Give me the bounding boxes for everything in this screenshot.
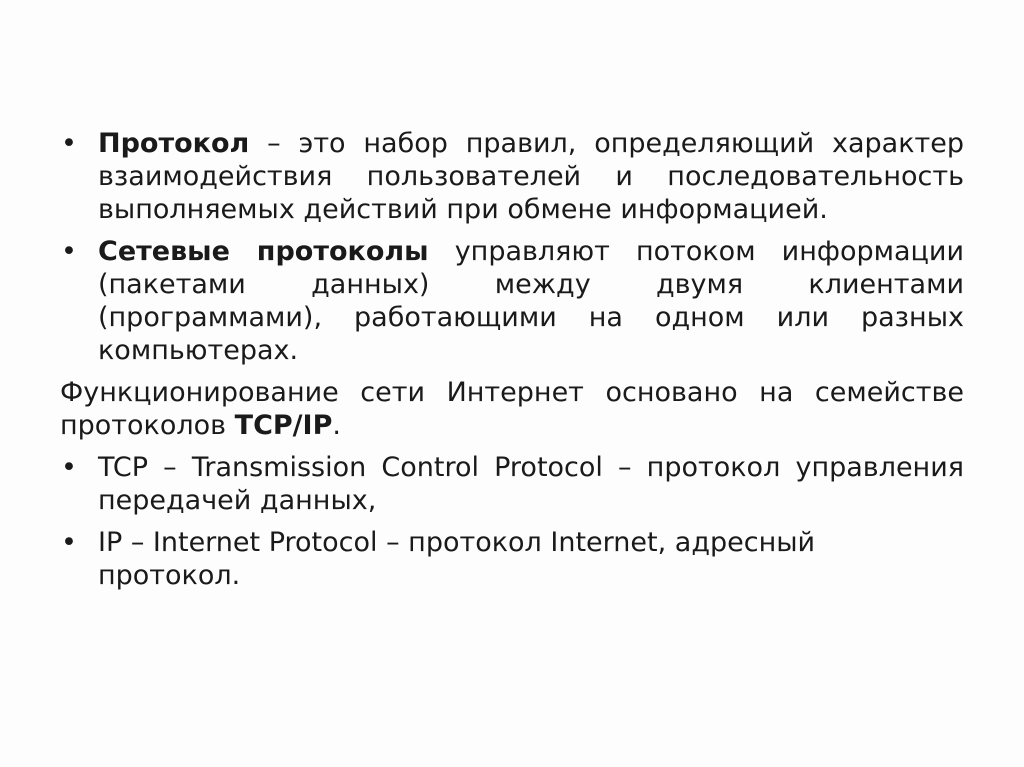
tcp-text: TCP – Transmission Control Protocol – протокол управления передачей данных, (98, 452, 964, 516)
bullet-ip (60, 526, 964, 592)
bullet-icon: • (61, 128, 77, 159)
internet-functioning-end: . (332, 410, 341, 441)
network-protocols-text: управляют потоком информации (пакетами данных) между двумя клиентами (программами), работающими на одном или разных компьютерах. (98, 236, 964, 366)
protocol-definition-text: – это набор правил, определяющий характер взаимодействия пользователей и последовательность выполняемых действий при обмене информацией. (98, 128, 964, 225)
ip-text: IP – Internet Protocol – протокол Internet, адресный протокол. (98, 527, 816, 591)
internet-functioning-text: Функционирование сети Интернет основано на семействе протоколов (60, 377, 964, 441)
bullet-icon: • (61, 452, 77, 483)
bullet-protocol-definition (60, 127, 964, 226)
term-tcp-ip: TCP/IP (234, 410, 333, 441)
term-protocol: Протокол (98, 128, 250, 159)
term-network-protocols: Сетевые протоколы (98, 236, 429, 267)
paragraph-internet-functioning (60, 376, 964, 442)
bullet-network-protocols (60, 235, 964, 367)
bullet-tcp (60, 451, 964, 517)
bullet-icon: • (61, 236, 77, 267)
bullet-icon: • (61, 527, 77, 558)
slide-content (60, 127, 964, 601)
